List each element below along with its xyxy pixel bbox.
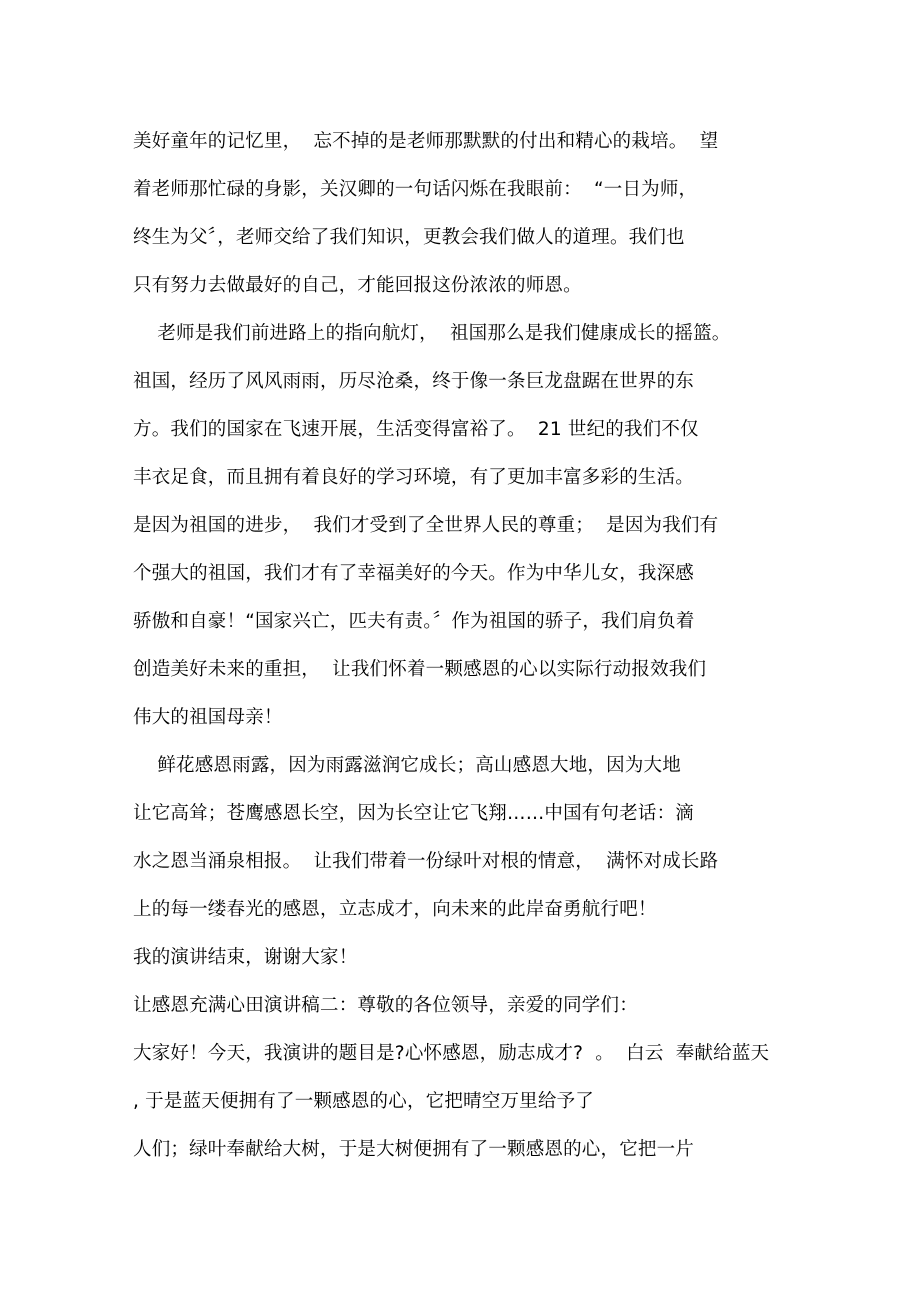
text-line: 只有努力去做最好的自己，才能回报这份浓浓的师恩。	[133, 275, 582, 296]
text-line: 水之恩当涌泉相报。 让我们带着一份绿叶对根的情意， 满怀对成长路	[133, 851, 719, 872]
text-line: 人们；绿叶奉献给大树，于是大树便拥有了一颗感恩的心，它把一片	[133, 1139, 695, 1160]
text-line: 个强大的祖国，我们才有了幸福美好的今天。作为中华儿女，我深感	[133, 563, 695, 584]
text-line: 上的每一缕春光的感恩，立志成才，向未来的此岸奋勇航行吧！	[133, 899, 657, 920]
text-line: 伟大的祖国母亲！	[133, 707, 283, 728]
text-line: 方。我们的国家在飞速开展，生活变得富裕了。 21 世纪的我们不仅	[133, 419, 699, 440]
text-line: 丰衣足食，而且拥有着良好的学习环境，有了更加丰富多彩的生活。	[133, 467, 695, 488]
text-line: 祖国，经历了风风雨雨，历尽沧桑，终于像一条巨龙盘踞在世界的东	[133, 371, 695, 392]
text-line: 创造美好未来的重担， 让我们怀着一颗感恩的心以实际行动报效我们	[133, 659, 707, 680]
text-line: 让感恩充满心田演讲稿二：尊敬的各位领导，亲爱的同学们：	[133, 995, 638, 1016]
text-line: , 于是蓝天便拥有了一颗感恩的心，它把晴空万里给予了	[133, 1091, 594, 1112]
text-line: 骄傲和自豪！“国家兴亡，匹夫有责。〞作为祖国的骄子，我们肩负着	[133, 611, 695, 632]
text-line: 美好童年的记忆里， 忘不掉的是老师那默默的付出和精心的栽培。 望	[133, 131, 719, 152]
text-line: 让它高耸；苍鹰感恩长空，因为长空让它飞翔……中国有句老话：滴	[133, 803, 695, 824]
text-line: 大家好！今天，我演讲的题目是?心怀感恩，励志成才? 。 白云 奉献给蓝天	[133, 1043, 770, 1064]
text-line: 是因为祖国的进步， 我们才受到了全世界人民的尊重； 是因为我们有	[133, 515, 719, 536]
text-line: 鲜花感恩雨露，因为雨露滋润它成长；高山感恩大地，因为大地	[133, 755, 681, 776]
text-line: 老师是我们前进路上的指向航灯， 祖国那么是我们健康成长的摇篮。	[133, 323, 731, 344]
text-line: 我的演讲结束，谢谢大家！	[133, 947, 358, 968]
text-line: 着老师那忙碌的身影，关汉卿的一句话闪烁在我眼前： “一日为师，	[133, 179, 698, 200]
text-line: 终生为父〞，老师交给了我们知识，更教会我们做人的道理。我们也	[133, 227, 685, 248]
